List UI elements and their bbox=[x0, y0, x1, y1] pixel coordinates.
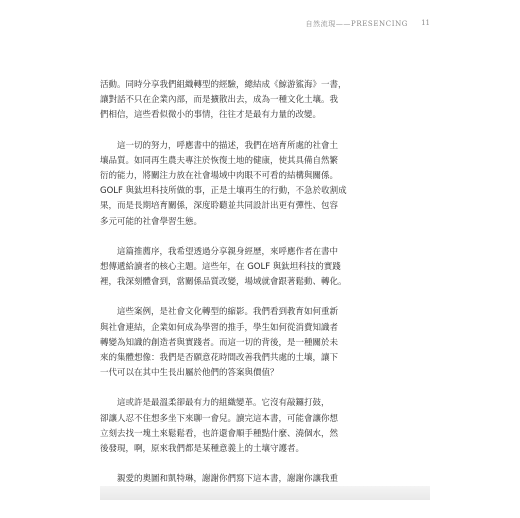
text-line: 裡，我深刻體會到，當關係品質改變，場域就會跟著鬆動、轉化。 bbox=[100, 277, 347, 288]
paragraph-2 bbox=[100, 139, 430, 230]
page-header bbox=[100, 16, 430, 36]
text-line: 親愛的奧圖和凱特琳，謝謝你們寫下這本書，謝謝你讓我重 bbox=[117, 474, 339, 485]
running-title: 自然流現——PRESENCING bbox=[305, 20, 408, 28]
text-line: 來的集體想像：我們是否願意花時間改善我們共處的土壤，讓下 bbox=[100, 353, 339, 364]
paragraph-4 bbox=[100, 305, 430, 381]
paragraph-5 bbox=[100, 396, 430, 457]
text-line: GOLF 與鈦坦科技所做的事，正是土壤再生的行動，不急於收割成 bbox=[100, 186, 347, 197]
page-bottom-edge bbox=[100, 486, 430, 500]
text-line: 立刻去找一塊土來鬆鬆看，也許還會順手種點什麼、澆個水，然 bbox=[100, 428, 339, 439]
text-line: 想傳遞給讀者的核心主題。這些年，在 GOLF 與鈦坦科技的實踐 bbox=[100, 262, 341, 273]
body-text bbox=[100, 78, 430, 518]
paragraph-3 bbox=[100, 245, 430, 291]
text-line: 們相信，這些看似微小的事情，往往才是最有力量的改變。 bbox=[100, 110, 322, 121]
text-line: 一代可以在其中生長出屬於他們的答案與價值？ bbox=[100, 368, 279, 379]
text-line: 多元可能的社會學習生態。 bbox=[100, 216, 203, 227]
text-line: 這或許是最溫柔卻最有力的組織變革。它沒有敲鑼打鼓， bbox=[117, 398, 330, 409]
text-line: 讓對話不只在企業內部，而是擴散出去，成為一種文化土壤。我 bbox=[100, 95, 339, 106]
text-line: 活動。同時分享我們組織轉型的經驗，總結成《鯨游鯊海》一書， bbox=[100, 80, 347, 90]
paragraph-1 bbox=[100, 78, 430, 124]
text-line: 與社會連結，企業如何成為學習的推手，學生如何從消費知識者 bbox=[100, 322, 339, 333]
text-line: 這一切的努力，呼應書中的描述，我們在培育所處的社會土 bbox=[117, 140, 339, 151]
text-line: 衍的能力，將關注力放在社會場域中肉眼不可看的結構與關係。 bbox=[100, 171, 339, 182]
text-line: 卻讓人忍不住想多坐下來聊一會兒。讀完這本書，可能會讓你想 bbox=[100, 413, 339, 424]
book-page bbox=[100, 16, 430, 494]
text-line: 轉變為知識的創造者與實踐者。而這一切的背後，是一種關於未 bbox=[100, 337, 339, 348]
text-line: 後發現，啊，原來我們都是某種意義上的土壤守護者。 bbox=[100, 444, 305, 455]
text-line: 果，而是長期培育關係，深度聆聽並共同設計出更有彈性、包容 bbox=[100, 201, 339, 212]
page-number: 11 bbox=[421, 19, 430, 27]
text-line: 壤品質。如同再生農夫專注於恢復土地的健康，使其具備自然繁 bbox=[100, 155, 339, 166]
text-line: 這些案例，是社會文化轉型的縮影。我們看到教育如何重新 bbox=[117, 307, 339, 318]
text-line: 這篇推薦序，我希望透過分享親身經歷，來呼應作者在書中 bbox=[117, 246, 339, 257]
